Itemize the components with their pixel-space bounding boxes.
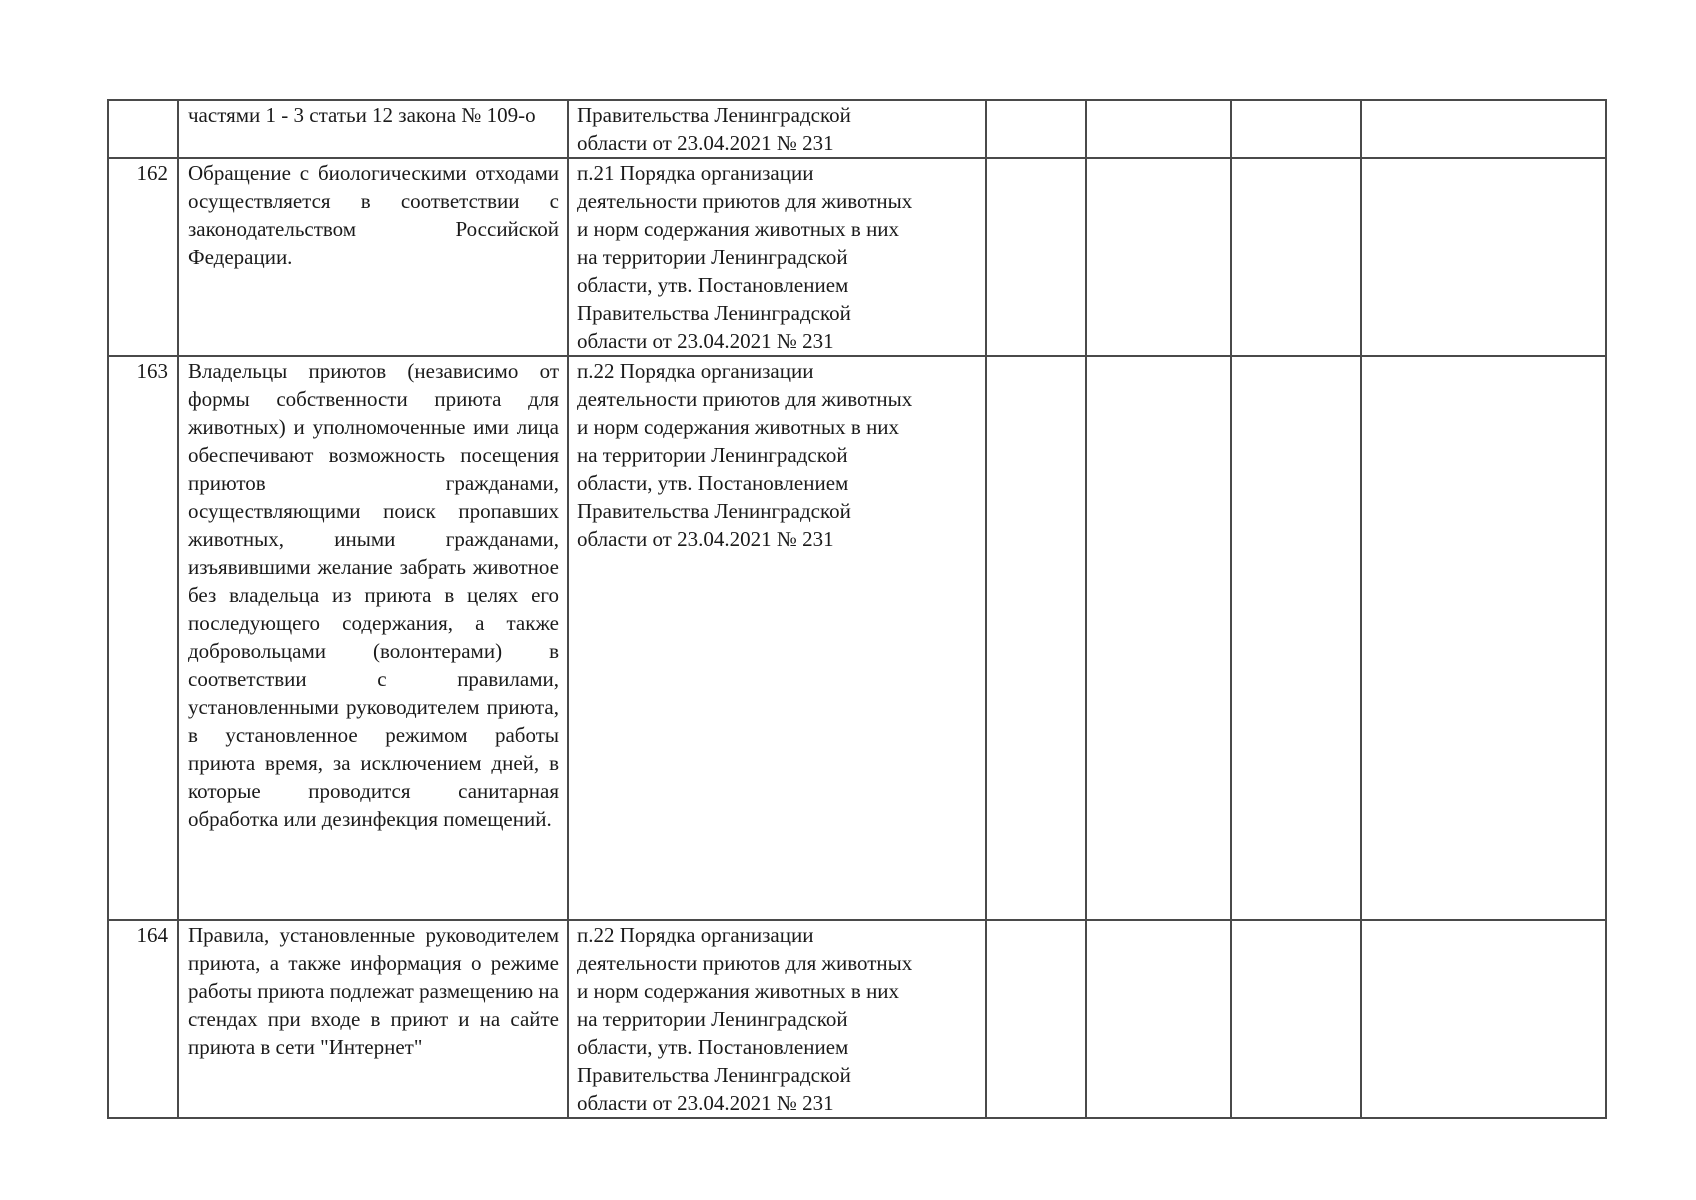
empty-cell: [1361, 920, 1606, 1118]
empty-cell: [1086, 920, 1231, 1118]
empty-cell: [986, 158, 1086, 356]
legal-reference-line: области от 23.04.2021 № 231: [577, 527, 834, 551]
row-number: [108, 100, 178, 158]
legal-reference-line: деятельности приютов для животных: [577, 951, 913, 975]
legal-reference-line: на территории Ленинградской: [577, 443, 848, 467]
legal-reference-line: и норм содержания животных в них: [577, 217, 900, 241]
legal-reference-line: области, утв. Постановлением: [577, 1035, 849, 1059]
legal-reference: [568, 158, 986, 356]
legal-reference-line: Правительства Ленинградской: [577, 499, 851, 523]
legal-reference-line: области от 23.04.2021 № 231: [577, 1091, 834, 1115]
empty-cell: [986, 100, 1086, 158]
empty-cell: [1231, 356, 1361, 920]
empty-cell: [1361, 100, 1606, 158]
empty-cell: [1086, 100, 1231, 158]
empty-cell: [1231, 158, 1361, 356]
legal-reference: [568, 920, 986, 1118]
requirements-table: [107, 99, 1607, 1119]
legal-reference-line: п.21 Порядка организации: [577, 161, 814, 185]
legal-reference: [568, 356, 986, 920]
legal-reference-line: на территории Ленинградской: [577, 1007, 848, 1031]
empty-cell: [986, 920, 1086, 1118]
row-number: 162: [108, 158, 178, 356]
legal-reference-line: п.22 Порядка организации: [577, 923, 814, 947]
legal-reference-line: Правительства Ленинградской: [577, 301, 851, 325]
empty-cell: [1361, 356, 1606, 920]
requirement-text: Обращение с биологическими отходами осуществляется в соответствии с законодательством Российской Федерации.: [178, 158, 568, 356]
legal-reference-line: деятельности приютов для животных: [577, 189, 913, 213]
table-row: [108, 100, 1606, 158]
legal-reference-line: области от 23.04.2021 № 231: [577, 131, 834, 155]
legal-reference-line: Правительства Ленинградской: [577, 1063, 851, 1087]
legal-reference-line: п.22 Порядка организации: [577, 359, 814, 383]
empty-cell: [1086, 356, 1231, 920]
empty-cell: [1231, 920, 1361, 1118]
legal-reference-line: на территории Ленинградской: [577, 245, 848, 269]
legal-reference-line: деятельности приютов для животных: [577, 387, 913, 411]
row-number: 163: [108, 356, 178, 920]
legal-reference-line: области, утв. Постановлением: [577, 471, 849, 495]
legal-reference-line: и норм содержания животных в них: [577, 979, 900, 1003]
table-row: [108, 356, 1606, 920]
document-page: [107, 99, 1607, 1119]
row-number: 164: [108, 920, 178, 1118]
legal-reference-line: и норм содержания животных в них: [577, 415, 900, 439]
table-row: [108, 920, 1606, 1118]
requirement-text: Владельцы приютов (независимо от формы собственности приюта для животных) и уполномоченные ими лица обеспечивают возможность посещения приютов гражданами, осуществляющими поиск пропавших животных, иными гражданами, изъявившими желание забрать животное без владельца из приюта в целях его последующего содержания, а также добровольцами (волонтерами) в соответствии с правилами, установленными руководителем приюта, в установленное режимом работы приюта время, за исключением дней, в которые проводится санитарная обработка или дезинфекция помещений.: [178, 356, 568, 920]
empty-cell: [1361, 158, 1606, 356]
legal-reference-line: области, утв. Постановлением: [577, 273, 849, 297]
table-row: [108, 158, 1606, 356]
empty-cell: [986, 356, 1086, 920]
legal-reference-line: Правительства Ленинградской: [577, 103, 851, 127]
legal-reference: [568, 100, 986, 158]
empty-cell: [1086, 158, 1231, 356]
empty-cell: [1231, 100, 1361, 158]
requirement-text: частями 1 - 3 статьи 12 закона № 109-о: [178, 100, 568, 158]
requirement-text: Правила, установленные руководителем приюта, а также информация о режиме работы приюта подлежат размещению на стендах при входе в приют и на сайте приюта в сети "Интернет": [178, 920, 568, 1118]
legal-reference-line: области от 23.04.2021 № 231: [577, 329, 834, 353]
